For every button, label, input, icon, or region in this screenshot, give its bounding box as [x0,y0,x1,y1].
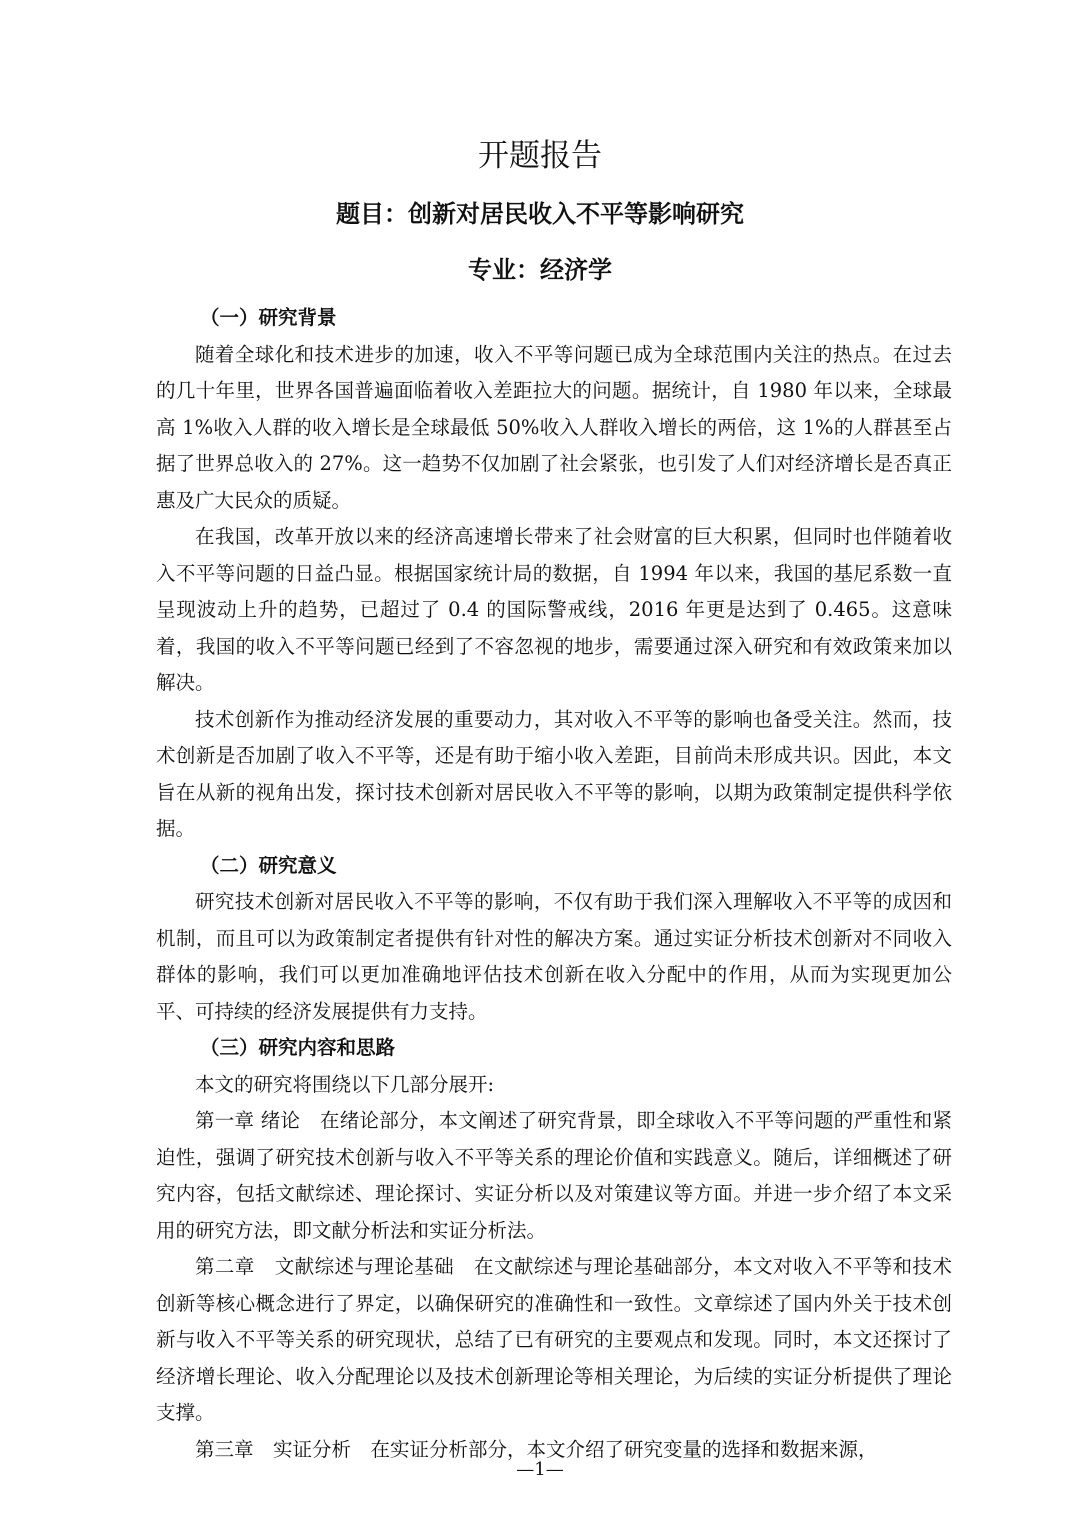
section-heading: （一）研究背景 [200,306,337,329]
section-significance [156,848,952,1031]
document-title: 开题报告 [478,138,602,174]
section-heading: （三）研究内容和思路 [200,1036,396,1059]
paragraph: 在我国，改革开放以来的经济高速增长带来了社会财富的巨大积累，但同时也伴随着收入不平等问题的日益凸显。根据国家统计局的数据，自 1994 年以来，我国的基尼系数一直呈现波动上升的趋势，已超过了 0.4 的国际警戒线，2016 年更是达到了 0.465。这意味着，我国的收入不平等问题已经到了不容忽视的地步，需要通过深入研究和有效政策来加以解决。 [156,525,952,694]
paragraph: 第三章 实证分析 在实证分析部分，本文介绍了研究变量的选择和数据来源， [195,1437,878,1461]
section-heading: （二）研究意义 [200,853,337,877]
paragraph: 技术创新作为推动经济发展的重要动力，其对收入不平等的影响也备受关注。然而，技术创新是否加剧了收入不平等，还是有助于缩小收入差距，目前尚未形成共识。因此，本文旨在从新的视角出发，探讨技术创新对居民收入不平等的影响，以期为政策制定提供科学依据。 [156,707,952,840]
section-background [156,300,952,848]
paragraph: 随着全球化和技术进步的加速，收入不平等问题已成为全球范围内关注的热点。在过去的几十年里，世界各国普遍面临着收入差距拉大的问题。据统计，自 1980 年以来，全球最高 1%收入人群的收入增长是全球最低 50%收入人群收入增长的两倍，这 1%的人群甚至占据了世界总收入的 27%。这一趋势不仅加剧了社会紧张，也引发了人们对经济增长是否真正惠及广大民众的质疑。 [156,342,952,512]
page-number: —1— [516,1459,564,1480]
report-body [156,300,952,1468]
paragraph: 第二章 文献综述与理论基础 在文献综述与理论基础部分，本文对收入不平等和技术创新等核心概念进行了界定，以确保研究的准确性和一致性。文章综述了国内外关于技术创新与收入不平等关系的研究现状，总结了已有研究的主要观点和发现。同时，本文还探讨了经济增长理论、收入分配理论以及技术创新理论等相关理论，为后续的实证分析提供了理论支撑。 [156,1255,952,1424]
paragraph: 本文的研究将围绕以下几部分展开: [195,1072,495,1096]
paragraph: 研究技术创新对居民收入不平等的影响，不仅有助于我们深入理解收入不平等的成因和机制，而且可以为政策制定者提供有针对性的解决方案。通过实证分析技术创新对不同收入群体的影响，我们可以更加准确地评估技术创新在收入分配中的作用，从而为实现更加公平、可持续的经济发展提供有力支持。 [156,890,952,1023]
thesis-subject: 题目：创新对居民收入不平等影响研究 [336,199,744,228]
section-content-approach [156,1030,952,1468]
paragraph: 第一章 绪论 在绪论部分，本文阐述了研究背景，即全球收入不平等问题的严重性和紧迫性，强调了研究技术创新与收入不平等关系的理论价值和实践意义。随后，详细概述了研究内容，包括文献综述、理论探讨、实证分析以及对策建议等方面。并进一步介绍了本文采用的研究方法，即文献分析法和实证分析法。 [156,1109,952,1242]
major-field: 专业：经济学 [468,255,612,284]
